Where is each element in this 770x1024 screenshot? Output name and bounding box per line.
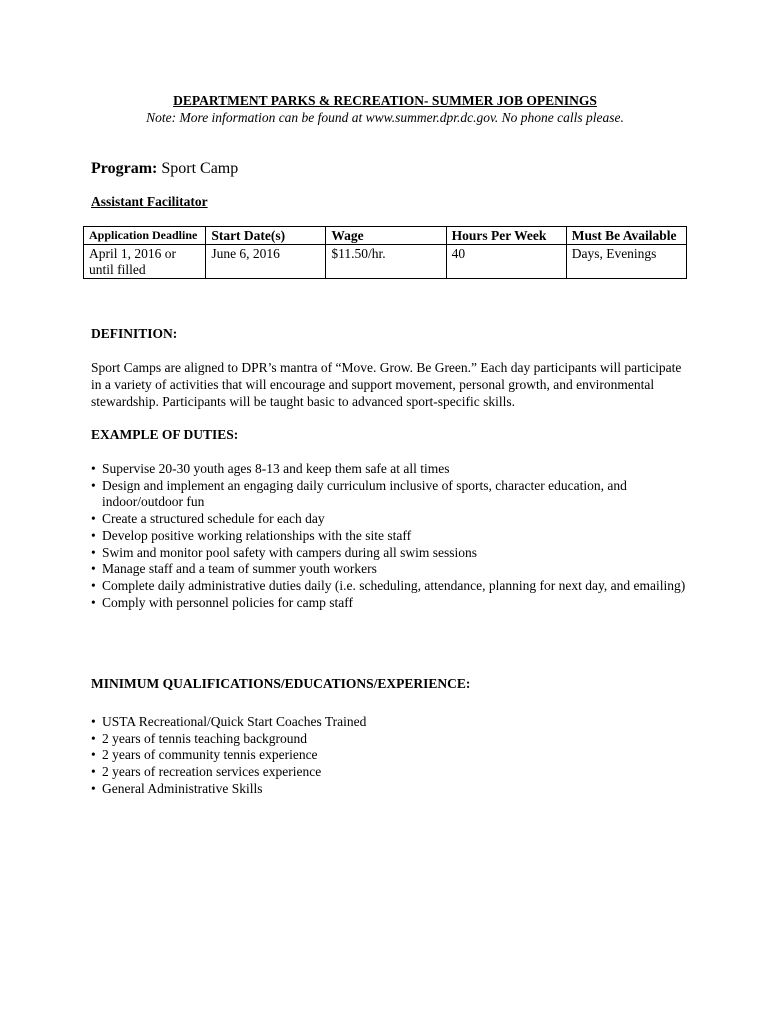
- cell-must-be-available: Days, Evenings: [566, 245, 686, 279]
- list-item: • Create a structured schedule for each day: [91, 511, 325, 527]
- list-item: • Comply with personnel policies for camp staff: [91, 594, 353, 610]
- duties-list: [91, 461, 691, 611]
- header-application-deadline: Application Deadline: [84, 227, 206, 245]
- cell-hours-per-week: 40: [446, 245, 566, 279]
- page-title: DEPARTMENT PARKS & RECREATION- SUMMER JOB OPENINGS: [173, 93, 597, 108]
- bullet-icon: •: [91, 461, 96, 476]
- qualifications-list: [91, 714, 691, 798]
- list-item: • General Administrative Skills: [91, 780, 263, 796]
- list-item: • Supervise 20-30 youth ages 8-13 and keep them safe at all times: [91, 461, 450, 476]
- bullet-icon: •: [91, 544, 96, 560]
- table-row: [84, 245, 687, 279]
- job-details-table: [83, 226, 687, 279]
- definition-heading: DEFINITION:: [91, 326, 178, 341]
- bullet-icon: •: [91, 477, 96, 493]
- position-title: Assistant Facilitator: [91, 194, 208, 209]
- duties-heading: EXAMPLE OF DUTIES:: [91, 427, 239, 442]
- bullet-icon: •: [91, 594, 96, 610]
- bullet-icon: •: [91, 511, 96, 527]
- definition-text: Sport Camps are aligned to DPR’s mantra of “Move. Grow. Be Green.” Each day participants will participate in a variety of activities that will encourage and support movement, personal growth, and environmental stewardship. Participants will be taught basic to advanced sport-specific skills.: [91, 360, 682, 409]
- info-note: Note: More information can be found at www.summer.dpr.dc.gov. No phone calls please.: [146, 110, 624, 125]
- header-start-dates: Start Date(s): [206, 227, 326, 245]
- header-hours-per-week: Hours Per Week: [446, 227, 566, 245]
- table-header-row: [84, 227, 687, 245]
- list-item: • 2 years of tennis teaching background: [91, 730, 308, 746]
- bullet-icon: •: [91, 577, 96, 593]
- bullet-icon: •: [91, 730, 96, 746]
- list-item: • Swim and monitor pool safety with campers during all swim sessions: [91, 544, 477, 560]
- list-item: • Develop positive working relationships with the site staff: [91, 527, 412, 543]
- program-value: Sport Camp: [161, 160, 239, 177]
- list-item: • USTA Recreational/Quick Start Coaches Trained: [91, 714, 367, 729]
- list-item: • Manage staff and a team of summer youth workers: [91, 561, 377, 577]
- cell-start-dates: June 6, 2016: [206, 245, 326, 279]
- bullet-icon: •: [91, 780, 96, 796]
- program-line: [91, 160, 238, 178]
- list-item: • Complete daily administrative duties daily (i.e. scheduling, attendance, planning for next day, and emailing): [91, 577, 686, 593]
- cell-wage: $11.50/hr.: [326, 245, 446, 279]
- bullet-icon: •: [91, 527, 96, 543]
- program-label: Program:: [91, 160, 158, 177]
- list-item: • 2 years of recreation services experience: [91, 764, 322, 780]
- bullet-icon: •: [91, 561, 96, 577]
- list-item: • 2 years of community tennis experience: [91, 747, 318, 763]
- bullet-icon: •: [91, 747, 96, 763]
- header-must-be-available: Must Be Available: [566, 227, 686, 245]
- list-item: • Design and implement an engaging daily curriculum inclusive of sports, character education, and indoor/outdoor fun: [91, 477, 627, 510]
- bullet-icon: •: [91, 714, 96, 729]
- header-wage: Wage: [326, 227, 446, 245]
- qualifications-heading: MINIMUM QUALIFICATIONS/EDUCATIONS/EXPERIENCE:: [91, 676, 471, 691]
- cell-application-deadline: April 1, 2016 or until filled: [84, 245, 206, 279]
- bullet-icon: •: [91, 764, 96, 780]
